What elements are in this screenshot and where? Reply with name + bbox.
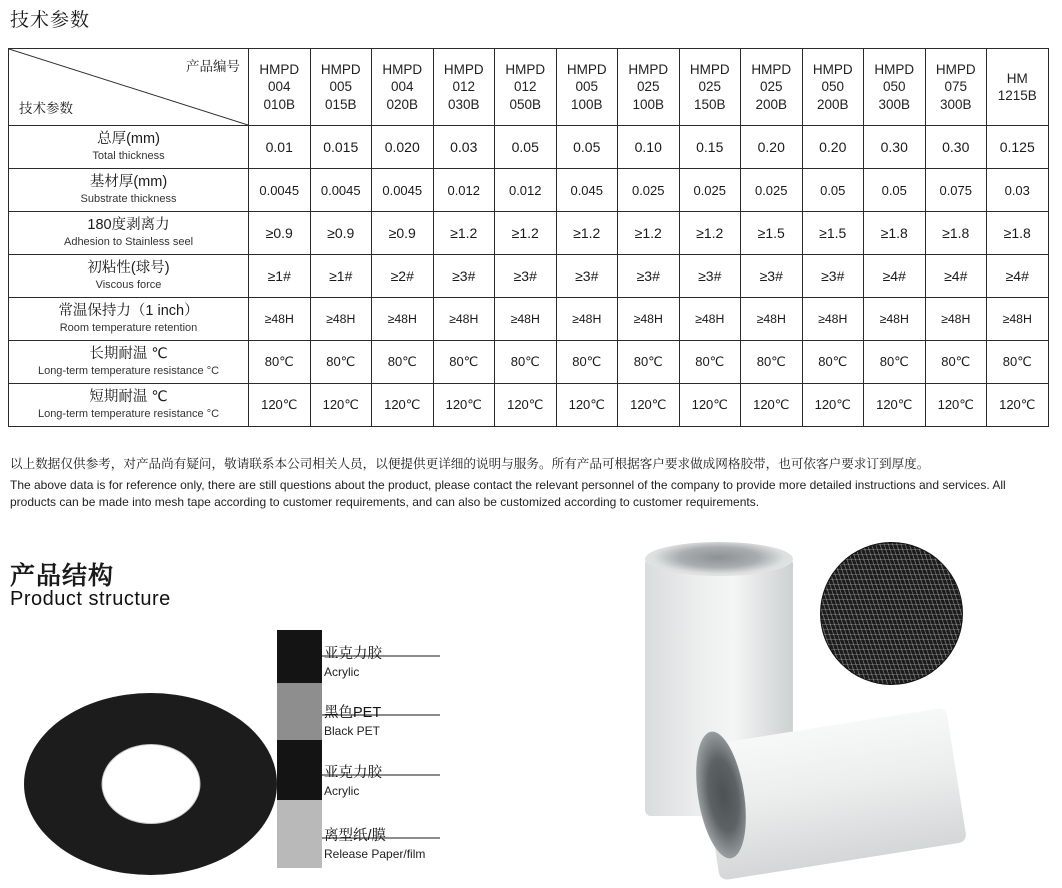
row-label-cell [9, 212, 249, 255]
table-row [9, 384, 1049, 427]
cell-value: 0.15 [679, 126, 741, 169]
model-header-cell [679, 49, 741, 126]
model-header-cell [925, 49, 987, 126]
legend-label-cn: 黑色PET [324, 705, 382, 721]
product-photo [600, 530, 1055, 885]
model-header-cell [310, 49, 372, 126]
cell-value: ≥3# [433, 255, 495, 298]
model-line: 030B [447, 96, 480, 112]
cell-value: ≥1.2 [679, 212, 741, 255]
legend-item-acrylic-top [324, 646, 382, 679]
cell-value: ≥48H [864, 298, 926, 341]
cell-value: 80℃ [925, 341, 987, 384]
cell-value: 0.05 [802, 169, 864, 212]
tape-roll-illustration [24, 693, 277, 875]
legend-label-cn: 离型纸/膜 [324, 828, 387, 844]
cell-value: 120℃ [925, 384, 987, 427]
cell-value: 120℃ [864, 384, 926, 427]
table-row [9, 212, 1049, 255]
cell-value: ≥48H [556, 298, 618, 341]
row-label-en: Viscous force [95, 278, 162, 291]
legend-item-black-pet [324, 705, 381, 738]
row-label-cn: 基材厚(mm) [89, 174, 168, 191]
cell-value: ≥4# [987, 255, 1049, 298]
legend-label-cn: 亚克力胶 [324, 646, 382, 662]
cell-value: 80℃ [556, 341, 618, 384]
photo-roll-standing-top [645, 542, 793, 576]
layer-swatch-release-paper [277, 800, 322, 868]
model-line: 100B [570, 96, 603, 112]
model-header-cell [556, 49, 618, 126]
cell-value: 0.025 [741, 169, 803, 212]
cell-value: ≥1.5 [741, 212, 803, 255]
layer-swatch-black-pet [277, 683, 322, 740]
model-line: HMPD [628, 62, 669, 78]
cell-value: 0.01 [249, 126, 311, 169]
model-line: 005 [329, 79, 353, 95]
row-label-en: Substrate thickness [80, 192, 177, 205]
layer-swatch-acrylic-bottom [277, 740, 322, 800]
table-header-row [9, 49, 1049, 126]
model-line: HMPD [566, 62, 607, 78]
cell-value: 80℃ [802, 341, 864, 384]
model-line: HMPD [689, 62, 730, 78]
cell-value: 80℃ [741, 341, 803, 384]
cell-value: ≥0.9 [372, 212, 434, 255]
row-label-cn: 总厚(mm) [97, 131, 160, 148]
corner-label-product-code: 产品编号 [186, 59, 240, 74]
model-line: HMPD [935, 62, 976, 78]
row-label-cn: 短期耐温 ℃ [89, 389, 168, 406]
cell-value: 0.125 [987, 126, 1049, 169]
cell-value: 80℃ [249, 341, 311, 384]
cell-value: 120℃ [618, 384, 680, 427]
page-title: 技术参数 [10, 10, 91, 31]
model-line: 050 [821, 79, 845, 95]
cell-value: 0.05 [556, 126, 618, 169]
cell-value: ≥48H [372, 298, 434, 341]
row-label-en: Long-term temperature resistance °C [37, 364, 220, 377]
model-line: 150B [693, 96, 726, 112]
product-structure-title-en: Product structure [10, 588, 171, 610]
cell-value: 0.015 [310, 126, 372, 169]
model-line: 010B [263, 96, 296, 112]
mesh-texture-closeup [820, 542, 963, 685]
cell-value: 0.075 [925, 169, 987, 212]
cell-value: ≥3# [741, 255, 803, 298]
cell-value: 120℃ [556, 384, 618, 427]
cell-value: 0.012 [495, 169, 557, 212]
cell-value: ≥1# [249, 255, 311, 298]
cell-value: ≥48H [249, 298, 311, 341]
legend-label-en: Black PET [324, 723, 381, 738]
model-header-cell [495, 49, 557, 126]
model-header-cell [802, 49, 864, 126]
model-header-cell [864, 49, 926, 126]
cell-value: 80℃ [495, 341, 557, 384]
cell-value: 0.025 [618, 169, 680, 212]
cell-value: ≥1# [310, 255, 372, 298]
model-line: 020B [386, 96, 419, 112]
cell-value: 80℃ [618, 341, 680, 384]
model-line: HM [1006, 70, 1028, 86]
table-row [9, 126, 1049, 169]
row-label-en: Adhesion to Stainless seel [63, 235, 194, 248]
layer-stack-diagram [277, 630, 322, 868]
cell-value: ≥48H [679, 298, 741, 341]
cell-value: 0.045 [556, 169, 618, 212]
model-line: 300B [939, 96, 972, 112]
cell-value: ≥3# [802, 255, 864, 298]
cell-value: ≥4# [864, 255, 926, 298]
cell-value: 0.025 [679, 169, 741, 212]
model-line: 004 [390, 79, 414, 95]
table-row [9, 298, 1049, 341]
cell-value: ≥1.8 [864, 212, 926, 255]
footnote-en: The above data is for reference only, there are still questions about the product, please contact the relevant personnel of the company to provide more detailed instructions and services. All products can be made into mesh tape according to customer requirements, and can also be customized according to customer requirements. [10, 477, 1006, 510]
cell-value: ≥48H [495, 298, 557, 341]
layer-swatch-acrylic-top [277, 630, 322, 683]
row-label-en: Long-term temperature resistance °C [37, 407, 220, 420]
cell-value: 120℃ [987, 384, 1049, 427]
cell-value: ≥48H [741, 298, 803, 341]
spec-table-wrapper [8, 48, 1048, 427]
table-row [9, 169, 1049, 212]
legend-label-en: Release Paper/film [324, 846, 426, 861]
model-line: 075 [944, 79, 968, 95]
cell-value: ≥3# [618, 255, 680, 298]
model-header-cell [249, 49, 311, 126]
model-line: HMPD [751, 62, 792, 78]
model-line: HMPD [320, 62, 361, 78]
cell-value: ≥48H [802, 298, 864, 341]
cell-value: 0.0045 [310, 169, 372, 212]
row-label-cn: 180度剥离力 [87, 217, 170, 234]
model-line: 005 [575, 79, 599, 95]
model-header-cell [618, 49, 680, 126]
cell-value: 120℃ [741, 384, 803, 427]
cell-value: ≥48H [987, 298, 1049, 341]
model-line: HMPD [505, 62, 546, 78]
row-label-cn: 初粘性(球号) [87, 260, 170, 277]
table-row [9, 341, 1049, 384]
cell-value: 0.30 [925, 126, 987, 169]
model-line: HMPD [259, 62, 300, 78]
cell-value: 80℃ [310, 341, 372, 384]
cell-value: 0.0045 [249, 169, 311, 212]
row-label-cell [9, 384, 249, 427]
cell-value: 80℃ [433, 341, 495, 384]
cell-value: 80℃ [864, 341, 926, 384]
cell-value: 120℃ [310, 384, 372, 427]
model-line: 004 [267, 79, 291, 95]
model-line: 025 [698, 79, 722, 95]
model-line: 100B [632, 96, 665, 112]
model-line: 200B [755, 96, 788, 112]
cell-value: 0.20 [802, 126, 864, 169]
cell-value: ≥48H [433, 298, 495, 341]
legend-item-acrylic-bottom [324, 765, 382, 798]
table-corner-cell [9, 49, 249, 126]
model-line: 025 [759, 79, 783, 95]
model-header-cell [372, 49, 434, 126]
legend-label-en: Acrylic [324, 783, 360, 798]
cell-value: 120℃ [679, 384, 741, 427]
tape-roll-core-hole [101, 744, 200, 824]
cell-value: 120℃ [433, 384, 495, 427]
cell-value: ≥1.8 [987, 212, 1049, 255]
row-label-cell [9, 169, 249, 212]
legend-item-release-paper [324, 828, 425, 861]
model-line: HMPD [443, 62, 484, 78]
cell-value: ≥48H [618, 298, 680, 341]
row-label-cell [9, 298, 249, 341]
model-line: HMPD [874, 62, 915, 78]
cell-value: ≥1.5 [802, 212, 864, 255]
footnote [10, 455, 1055, 512]
row-label-cn: 常温保持力（1 inch） [58, 303, 199, 320]
cell-value: 0.05 [495, 126, 557, 169]
cell-value: 0.020 [372, 126, 434, 169]
model-line: 1215B [997, 88, 1037, 103]
cell-value: ≥1.2 [556, 212, 618, 255]
product-structure-title-cn: 产品结构 [10, 562, 115, 590]
cell-value: 0.05 [864, 169, 926, 212]
model-line: 012 [513, 79, 537, 95]
technical-parameters-table [8, 48, 1049, 427]
cell-value: 120℃ [495, 384, 557, 427]
cell-value: ≥48H [310, 298, 372, 341]
model-header-cell [987, 49, 1049, 126]
cell-value: ≥3# [495, 255, 557, 298]
legend-label-cn: 亚克力胶 [324, 765, 382, 781]
cell-value: ≥2# [372, 255, 434, 298]
cell-value: ≥1.2 [495, 212, 557, 255]
cell-value: ≥0.9 [249, 212, 311, 255]
row-label-cn: 长期耐温 ℃ [89, 346, 168, 363]
model-line: 050B [509, 96, 542, 112]
cell-value: ≥1.8 [925, 212, 987, 255]
model-line: 300B [878, 96, 911, 112]
cell-value: 80℃ [679, 341, 741, 384]
cell-value: ≥48H [925, 298, 987, 341]
cell-value: 0.0045 [372, 169, 434, 212]
cell-value: 0.10 [618, 126, 680, 169]
cell-value: 80℃ [372, 341, 434, 384]
cell-value: 0.03 [987, 169, 1049, 212]
model-header-cell [741, 49, 803, 126]
row-label-cell [9, 126, 249, 169]
cell-value: 0.20 [741, 126, 803, 169]
row-label-cell [9, 341, 249, 384]
cell-value: 120℃ [802, 384, 864, 427]
cell-value: ≥3# [679, 255, 741, 298]
model-line: 050 [882, 79, 906, 95]
corner-label-tech-params: 技术参数 [19, 101, 73, 116]
model-line: HMPD [382, 62, 423, 78]
model-line: 012 [452, 79, 476, 95]
cell-value: ≥1.2 [433, 212, 495, 255]
table-row [9, 255, 1049, 298]
cell-value: ≥1.2 [618, 212, 680, 255]
model-line: 015B [324, 96, 357, 112]
row-label-en: Total thickness [92, 149, 165, 162]
cell-value: 0.03 [433, 126, 495, 169]
cell-value: 120℃ [372, 384, 434, 427]
cell-value: 0.30 [864, 126, 926, 169]
cell-value: ≥4# [925, 255, 987, 298]
cell-value: 80℃ [987, 341, 1049, 384]
cell-value: ≥3# [556, 255, 618, 298]
cell-value: 120℃ [249, 384, 311, 427]
footnote-cn: 以上数据仅供参考，对产品尚有疑问，敬请联系本公司相关人员，以便提供更详细的说明与服务。所有产品可根据客户要求做成网格胶带，也可依客户要求订到厚度。 [10, 457, 930, 471]
legend-label-en: Acrylic [324, 664, 360, 679]
row-label-en: Room temperature retention [59, 321, 198, 334]
row-label-cell [9, 255, 249, 298]
cell-value: ≥0.9 [310, 212, 372, 255]
model-line: 025 [636, 79, 660, 95]
model-line: 200B [816, 96, 849, 112]
model-line: HMPD [812, 62, 853, 78]
model-header-cell [433, 49, 495, 126]
cell-value: 0.012 [433, 169, 495, 212]
